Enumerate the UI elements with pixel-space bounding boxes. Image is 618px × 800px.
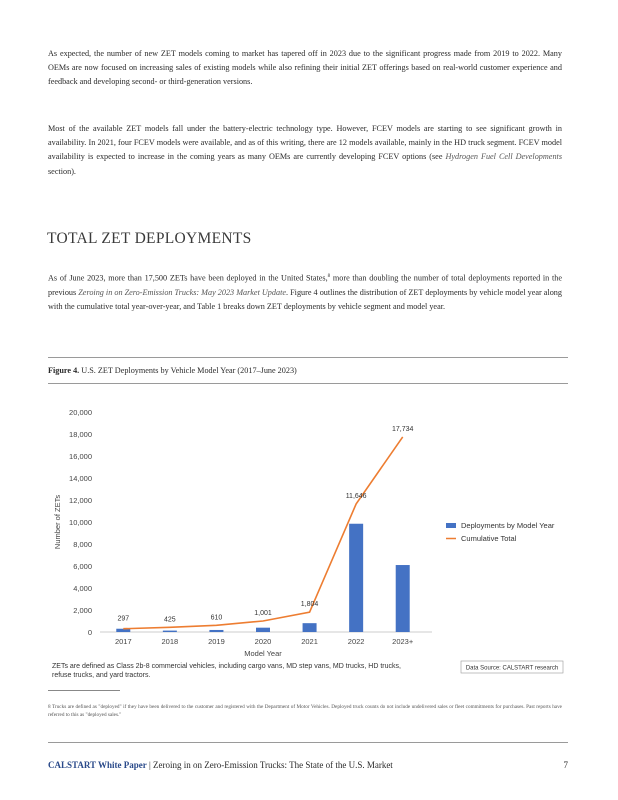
bar bbox=[256, 628, 270, 632]
y-tick-label: 2,000 bbox=[73, 606, 92, 615]
bar bbox=[163, 631, 177, 632]
bar bbox=[303, 623, 317, 632]
footer bbox=[48, 760, 568, 770]
x-tick-label: 2023+ bbox=[392, 637, 414, 646]
footer-brand: CALSTART White Paper bbox=[48, 760, 147, 770]
section-heading: TOTAL ZET DEPLOYMENTS bbox=[47, 230, 252, 247]
page-number: 7 bbox=[563, 760, 568, 770]
data-source-label: Data Source: CALSTART research bbox=[465, 665, 559, 672]
chart-note: ZETs are defined as Class 2b-8 commercial vehicles, including cargo vans, MD step vans, MD trucks, HD trucks, refuse trucks, and yard tractors. bbox=[52, 663, 401, 679]
data-label: 1,001 bbox=[254, 609, 272, 617]
y-tick-label: 20,000 bbox=[69, 408, 92, 417]
figure-bottom-rule bbox=[48, 383, 568, 384]
paragraph-model-trends: As expected, the number of new ZET models coming to market has tapered off in 2023 due to the significant progress made from 2019 to 2022. Many OEMs are now focused on increasing sales of existing models while also refining their initial ZET offerings based on real-world customer experience and feedback and developing second- or third-generation versions. bbox=[48, 49, 562, 87]
deployments-chart bbox=[48, 398, 574, 688]
data-label: 297 bbox=[117, 615, 130, 623]
data-label: 11,646 bbox=[345, 492, 367, 500]
figure-top-rule bbox=[48, 357, 568, 358]
x-tick-label: 2019 bbox=[208, 637, 225, 646]
y-tick-label: 6,000 bbox=[73, 562, 92, 571]
y-axis-title: Number of ZETs bbox=[53, 494, 62, 550]
footnote-rule bbox=[48, 690, 120, 691]
bar bbox=[396, 565, 410, 632]
y-tick-label: 10,000 bbox=[69, 518, 92, 527]
footnote-ref[interactable]: 8 bbox=[327, 274, 331, 279]
x-tick-label: 2020 bbox=[254, 637, 272, 646]
y-tick-label: 0 bbox=[87, 628, 92, 637]
y-tick-label: 12,000 bbox=[69, 496, 92, 505]
legend-label-line: Cumulative Total bbox=[461, 534, 517, 543]
link-hydrogen-section[interactable]: Hydrogen Fuel Cell Developments bbox=[445, 152, 563, 162]
bar bbox=[209, 630, 223, 632]
x-tick-label: 2017 bbox=[114, 637, 132, 646]
footer-rule bbox=[48, 742, 568, 743]
paragraph-fcev-availability: Most of the available ZET models fall under the battery-electric technology type. However, FCEV models are starting to see significant growth in availability. In 2021, four FCEV models were available, and as of this writing, there are 12 models available, mainly in the HD truck segment. FCEV model availability is expected to increase in the coming years as many OEMs are currently developing FCEV options (see Hydrogen Fuel Cell Developments section). bbox=[48, 124, 563, 176]
y-tick-label: 14,000 bbox=[69, 474, 92, 483]
figure-caption: Figure 4. U.S. ZET Deployments by Vehicle Model Year (2017–June 2023) bbox=[48, 366, 297, 375]
x-tick-label: 2021 bbox=[301, 637, 318, 646]
data-label: 425 bbox=[164, 616, 176, 624]
x-tick-label: 2018 bbox=[161, 637, 179, 646]
y-tick-label: 4,000 bbox=[73, 584, 92, 593]
link-market-update[interactable]: Zeroing in on Zero-Emission Trucks: May 2023 Market Update bbox=[78, 287, 287, 297]
data-label: 610 bbox=[210, 614, 223, 622]
bar bbox=[349, 524, 363, 632]
footnote: 8 Trucks are defined as "deployed" if they have been delivered to the customer and registered with the Department of Motor Vehicles. Deployed truck counts do not include undelivered sales or fleet commitments for purchases. Past reports have referred to this as "deployed sales." bbox=[48, 704, 562, 718]
y-tick-label: 16,000 bbox=[69, 452, 92, 461]
y-tick-label: 18,000 bbox=[69, 430, 92, 439]
x-axis-title: Model Year bbox=[244, 649, 282, 658]
data-label: 1,804 bbox=[300, 601, 319, 609]
paragraph-deployments: As of June 2023, more than 17,500 ZETs have been deployed in the United States,$^8$ more than doubling the number of total deployments reported in the previous Zeroing in on Zero-Emission Trucks: May 2023 Market Update. Figure 4 outlines the distribution of ZET deployments by vehicle model year along with the cumulative total year-over-year, and Table 1 breaks down ZET deployments by vehicle segment and model year. bbox=[48, 273, 562, 312]
x-tick-label: 2022 bbox=[347, 637, 365, 646]
y-tick-label: 8,000 bbox=[73, 540, 92, 549]
data-label: 17,734 bbox=[392, 425, 414, 433]
legend-label-bars: Deployments by Model Year bbox=[461, 521, 555, 530]
footer-title: | Zeroing in on Zero-Emission Trucks: The State of the U.S. Market bbox=[148, 760, 393, 770]
legend-swatch-bars bbox=[446, 523, 456, 528]
